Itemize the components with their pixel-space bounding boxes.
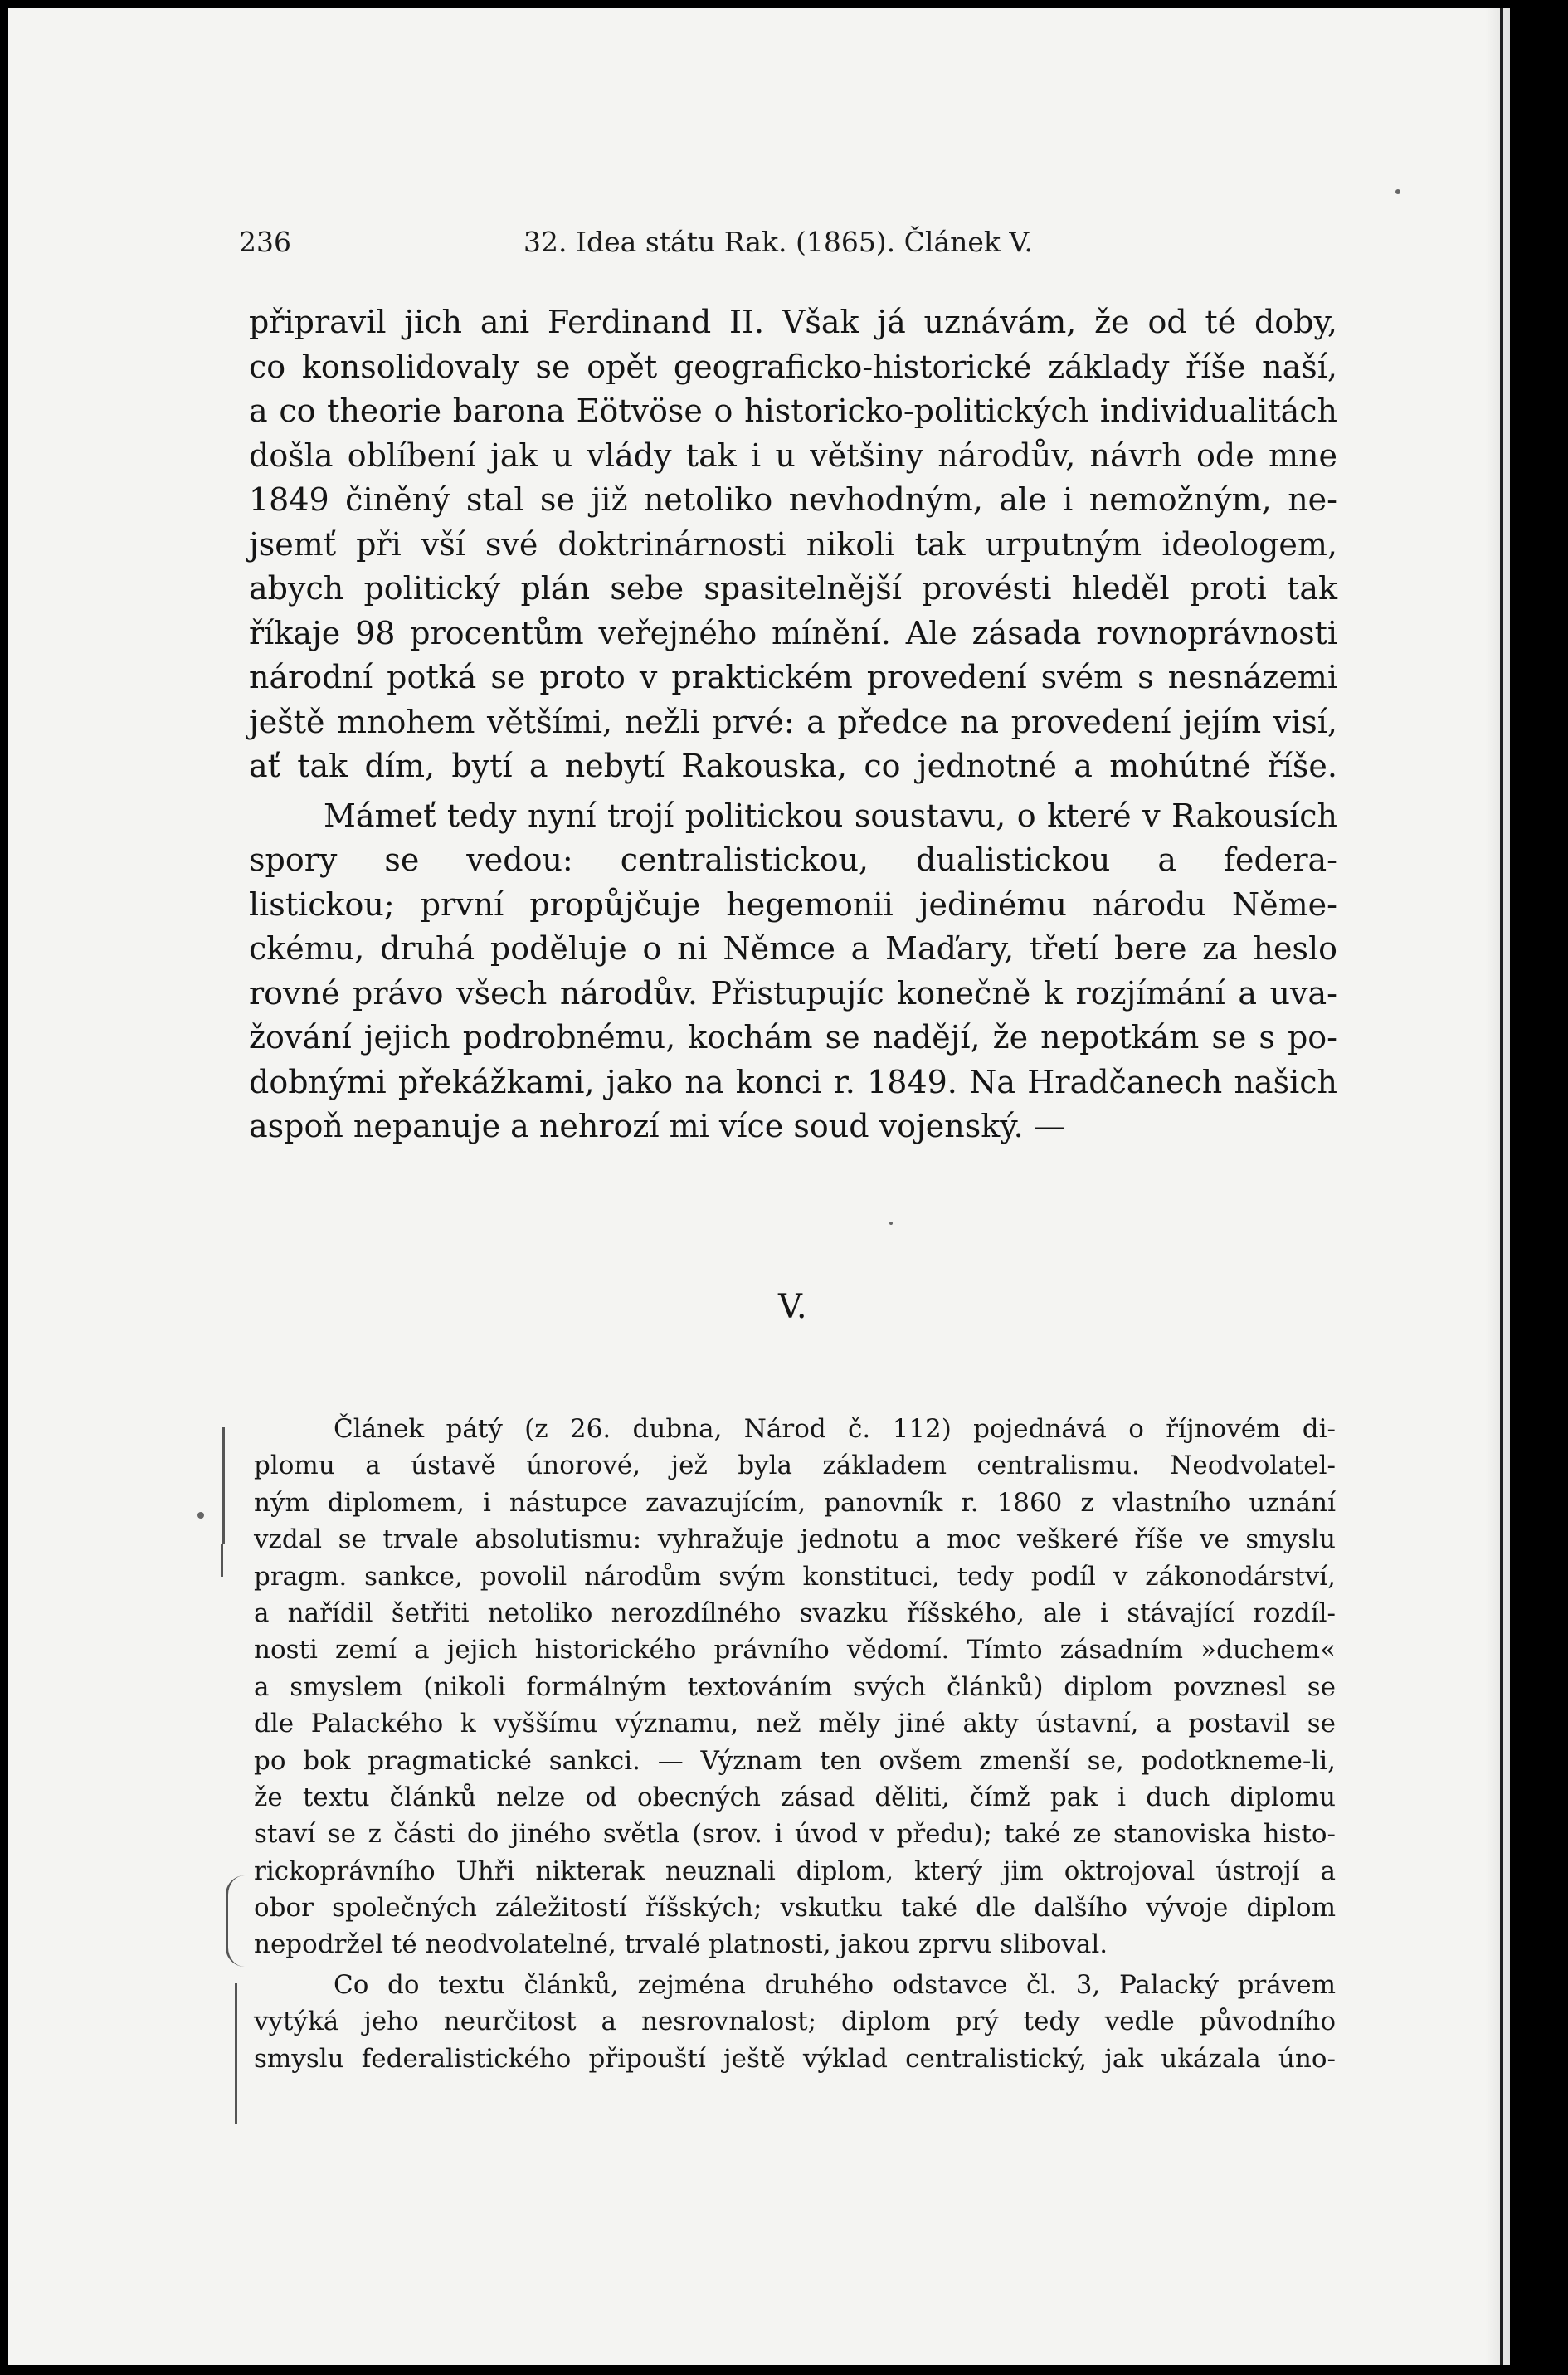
book-page [8,8,1510,2365]
note-line: obor společných záležitostí říšských; vskutku také dle dalšího vývoje diplom [254,1893,1336,1924]
main-text [249,300,1337,1149]
note-line: Článek pátý (z 26. dubna, Národ č. 112) pojednává o říjnovém di- [334,1414,1336,1444]
note-line: nepodržel té neodvolatelné, trvalé platnosti, jakou zprvu sliboval. [254,1929,1108,1960]
note-line: vzdal se trvale absolutismu: vyhražuje jednotu a moc veškeré říše ve smyslu [254,1524,1336,1555]
pencil-margin-line [222,1427,225,1544]
text-line: ať tak dím, bytí a nebytí Rakouska, co jednotné a mohútné říše. [249,748,1337,784]
page-edge-line [1500,8,1503,2365]
text-line: dobnými překážkami, jako na konci r. 1849. Na Hradčanech našich [249,1063,1337,1100]
note-line: ným diplomem, i nástupce zavazujícím, panovník r. 1860 z vlastního uznání [254,1487,1336,1518]
pencil-margin-line [221,1544,223,1577]
text-line: listickou; první propůjčuje hegemonii jedinému národu Něme- [249,885,1337,923]
text-line: co konsolidovaly se opět geograficko-historické základy říše naší, [249,348,1337,385]
section-heading: V. [778,1288,807,1326]
note-line: vytýká jeho neurčitost a nesrovnalost; diplom prý tedy vedle původního [254,2007,1336,2037]
text-line: Mámeť tedy nyní trojí politickou soustavu, o které v Rakousích [324,797,1337,834]
text-line: abych politický plán sebe spasitelnější provésti hleděl proti tak [249,570,1337,607]
editorial-notes [254,1411,1336,2077]
ink-speck [197,1512,204,1519]
text-line: jsemť při vší své doktrinárnosti nikoli tak urputným ideologem, [249,525,1337,563]
page-edge-shadow [1485,8,1510,2365]
text-line: ckému, druhá poděluje o ni Němce a Maďary, třetí bere za heslo [249,930,1337,967]
text-line: aspoň nepanuje a nehrozí mi více soud vojenský. — [249,1108,1065,1144]
note-line: pragm. sankce, povolil národům svým konstituci, tedy podíl v zákonodárství, [254,1561,1336,1592]
text-line: ještě mnohem většími, nežli prvé: a předce na provedení jejím visí, [249,703,1337,740]
running-head [239,226,1069,267]
text-line: žování jejich podrobnému, kochám se nadějí, že nepotkám se s po- [249,1019,1337,1056]
running-head-title: 32. Idea státu Rak. (1865). Článek V. [523,226,1033,258]
note-line: plomu a ústavě únorové, jež byla základem centralismu. Neodvolatel- [254,1451,1336,1481]
note-line: a smyslem (nikoli formálným textováním svých článků) diplom povznesl se [254,1671,1336,1702]
text-line: národní potká se proto v praktickém provedení svém s nesnázemi [249,659,1337,695]
ink-speck [889,1222,893,1225]
note-line: rickoprávního Uhři nikterak neuznali diplom, který jim oktrojoval ústrojí a [254,1856,1336,1886]
note-line: a nařídil šetřiti netoliko nerozdílného svazku říšského, ale i stávající rozdíl- [254,1597,1336,1628]
note-line: po bok pragmatické sankci. — Význam ten ovšem zmenší se, podotkneme-li, [254,1745,1336,1776]
note-line: dle Palackého k vyššímu významu, než měly jiné akty ústavní, a postavil se [254,1709,1336,1739]
page-number: 236 [239,226,291,258]
note-line: že textu článků nelze od obecných zásad děliti, čímž pak i duch diplomu [254,1782,1336,1812]
text-line: a co theorie barona Eötvöse o historicko-politických individualitách [249,393,1337,429]
notes-paragraph-2 [254,1967,1336,2077]
text-line: 1849 činěný stal se již netoliko nevhodným, ale i nemožným, ne- [249,481,1337,518]
notes-paragraph-1 [254,1411,1336,1963]
text-line: připravil jich ani Ferdinand II. Však já uznávám, že od té doby, [249,304,1337,340]
main-paragraph-1 [249,300,1337,789]
pencil-margin-line [235,1983,237,2124]
note-line: staví se z části do jiného světla (srov. i úvod v předu); také ze stanoviska histo- [254,1819,1336,1850]
note-line: Co do textu článků, zejména druhého odstavce čl. 3, Palacký právem [334,1969,1336,2000]
text-line: spory se vedou: centralistickou, dualistickou a federa- [249,841,1337,878]
ink-speck [1395,189,1400,194]
note-line: smyslu federalistického připouští ještě výklad centralistický, jak ukázala úno- [254,2043,1336,2074]
pencil-bracket-mark [226,1875,245,1967]
main-paragraph-2 [249,794,1337,1149]
text-line: říkaje 98 procentům veřejného mínění. Ale zásada rovnoprávnosti [249,614,1337,651]
text-line: rovné právo všech národův. Přistupujíc konečně k rozjímání a uva- [249,974,1337,1012]
note-line: nosti zemí a jejich historického právního vědomí. Tímto zásadním »duchem« [254,1635,1336,1665]
text-line: došla oblíbení jak u vlády tak i u většiny národův, návrh ode mne [249,436,1337,474]
